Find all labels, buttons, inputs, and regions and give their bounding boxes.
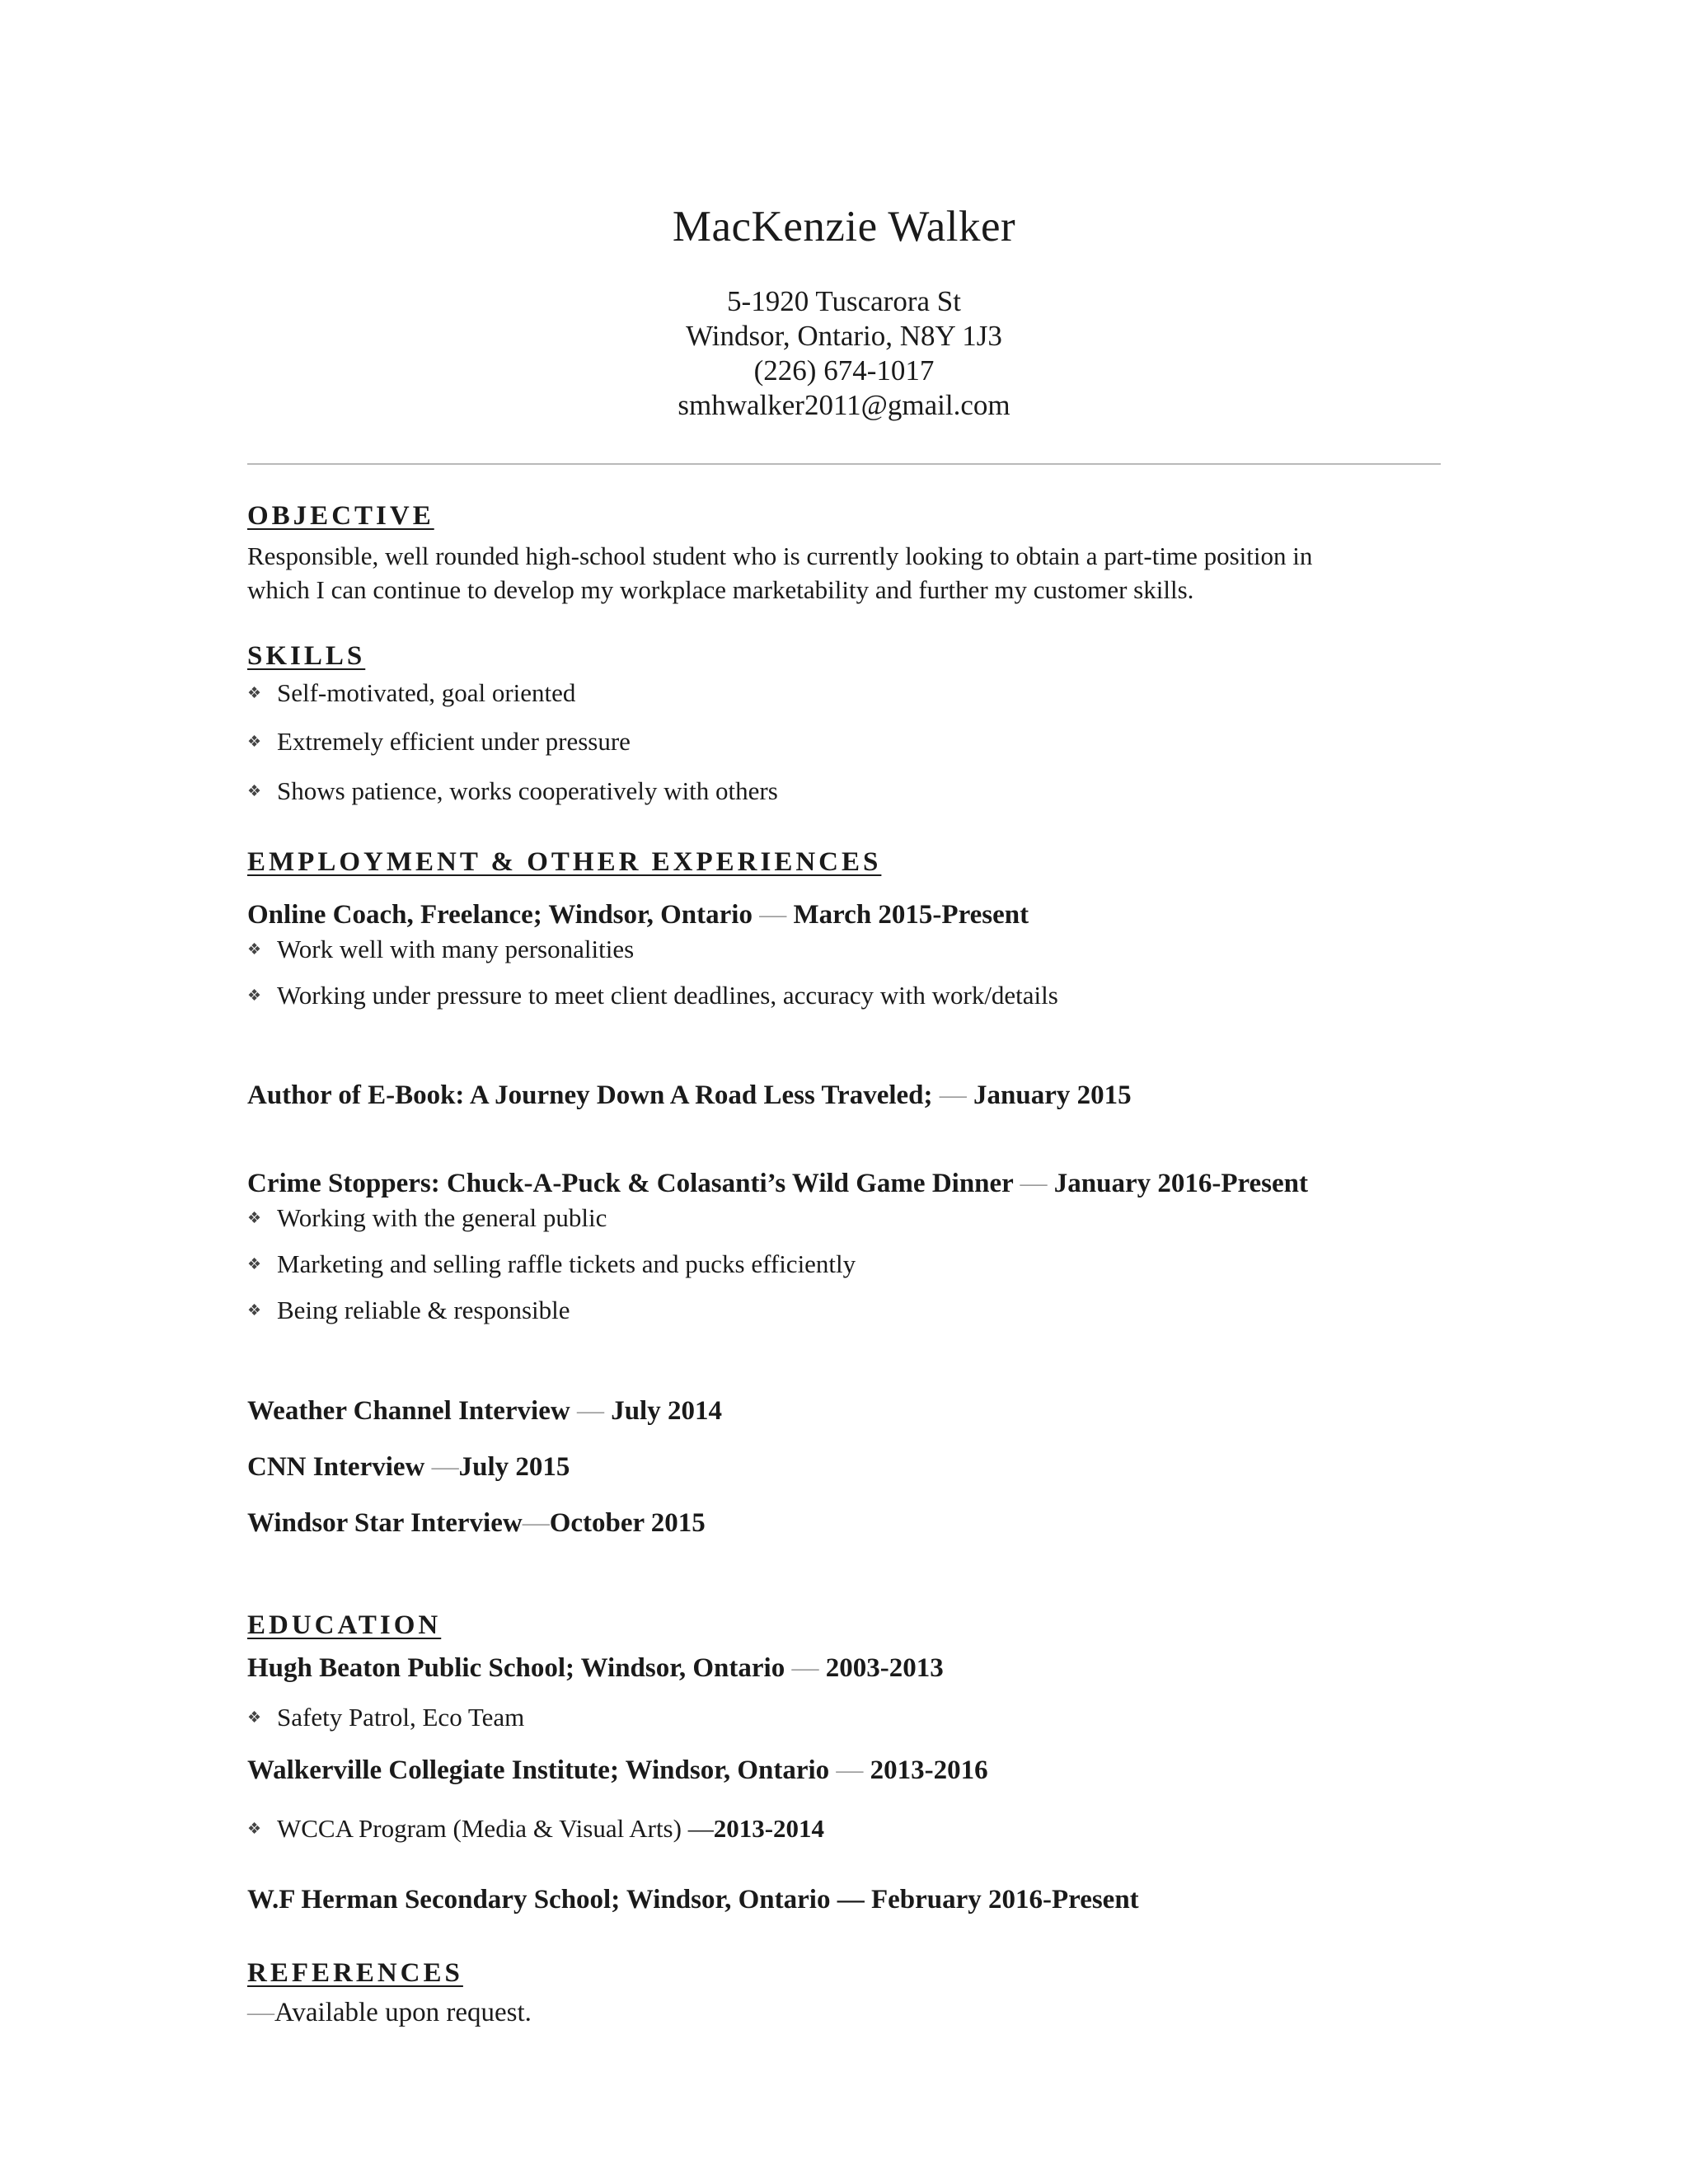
bullet-icon: ❖	[247, 1210, 262, 1227]
interview-date: July 2015	[458, 1452, 570, 1482]
interview-entry: Windsor Star Interview—October 2015	[247, 1508, 706, 1538]
bullet-icon: ❖	[247, 733, 262, 751]
interview-title: Windsor Star Interview	[247, 1508, 523, 1538]
job-duty-text: Being reliable & responsible	[277, 1296, 570, 1324]
interview-date: July 2014	[611, 1396, 722, 1426]
job-date: March 2015-Present	[793, 900, 1029, 930]
school-date: February 2016-Present	[870, 1885, 1139, 1915]
job-duty-item	[247, 1249, 856, 1279]
job-duty-text: Work well with many personalities	[277, 935, 635, 963]
bullet-icon: ❖	[247, 941, 262, 958]
contact-block	[0, 284, 1688, 423]
bullet-icon: ❖	[247, 1256, 262, 1273]
interview-date: October 2015	[549, 1508, 706, 1538]
school-activity-item	[247, 1703, 524, 1732]
objective-line: Responsible, well rounded high-school student who is currently looking to obtain a part-time position in	[247, 541, 1313, 570]
job-duty-item	[247, 935, 634, 964]
school-entry: W.F Herman Secondary School; Windsor, Ontario — February 2016-Present	[247, 1885, 1139, 1915]
job-title-text: Online Coach, Freelance; Windsor, Ontario	[247, 900, 753, 930]
job-duty-item	[247, 1296, 570, 1325]
phone-number: (226) 674-1017	[753, 354, 935, 387]
bullet-icon: ❖	[247, 1302, 262, 1319]
bullet-icon: ❖	[247, 685, 262, 702]
job-date: January 2015	[973, 1080, 1132, 1110]
school-name: Hugh Beaton Public School; Windsor, Ontario	[247, 1653, 785, 1683]
job-title: Crime Stoppers: Chuck-A-Puck & Colasanti’s Wild Game Dinner — January 2016-Present	[247, 1169, 1309, 1198]
bullet-icon: ❖	[247, 1709, 262, 1727]
education-heading: EDUCATION	[247, 1610, 442, 1640]
skill-item	[247, 678, 575, 708]
email-address: smhwalker2011@gmail.com	[678, 389, 1010, 421]
job-duty-text: Working with the general public	[277, 1203, 607, 1232]
references-heading: REFERENCES	[247, 1958, 463, 1988]
address-line-1: 5-1920 Tuscarora St	[727, 285, 961, 317]
interview-entry: CNN Interview —July 2015	[247, 1452, 570, 1482]
job-duty-text: Marketing and selling raffle tickets and pucks efficiently	[277, 1249, 856, 1278]
skill-item	[247, 727, 631, 757]
skill-text: Self-motivated, goal oriented	[277, 678, 576, 707]
school-name: W.F Herman Secondary School; Windsor, Ontario	[247, 1885, 831, 1915]
school-name: Walkerville Collegiate Institute; Windsor, Ontario	[247, 1755, 830, 1785]
address-line-2: Windsor, Ontario, N8Y 1J3	[686, 320, 1002, 352]
interview-entry: Weather Channel Interview — July 2014	[247, 1396, 722, 1426]
job-date: January 2016-Present	[1053, 1169, 1309, 1198]
references-note: Available upon request.	[274, 1998, 532, 2027]
job-duty-text: Working under pressure to meet client deadlines, accuracy with work/details	[277, 981, 1058, 1010]
job-duty-item	[247, 981, 1058, 1010]
objective-line: which I can continue to develop my workplace marketability and further my customer skills.	[247, 575, 1194, 604]
candidate-name: MacKenzie Walker	[672, 203, 1016, 251]
school-activity-text: Safety Patrol, Eco Team	[277, 1703, 525, 1732]
job-title: Online Coach, Freelance; Windsor, Ontario — March 2015-Present	[247, 900, 1029, 930]
bullet-icon: ❖	[247, 1821, 262, 1838]
school-date: 2003-2013	[825, 1653, 944, 1683]
school-entry: Hugh Beaton Public School; Windsor, Ontario — 2003-2013	[247, 1653, 944, 1683]
interview-title: Weather Channel Interview	[247, 1396, 570, 1426]
skills-heading: SKILLS	[247, 641, 366, 671]
references-text: —Available upon request.	[247, 1998, 532, 2027]
objective-heading: OBJECTIVE	[247, 501, 434, 531]
skill-item	[247, 776, 778, 806]
skill-text: Extremely efficient under pressure	[277, 727, 631, 756]
skill-text: Shows patience, works cooperatively with others	[277, 776, 778, 805]
interview-title: CNN Interview	[247, 1452, 425, 1482]
employment-heading: EMPLOYMENT & OTHER EXPERIENCES	[247, 847, 882, 877]
header-divider	[247, 463, 1441, 465]
bullet-icon: ❖	[247, 783, 262, 800]
job-duty-item	[247, 1203, 607, 1233]
objective-text	[247, 539, 1312, 607]
job-title-text: Author of E-Book: A Journey Down A Road Less Traveled;	[247, 1080, 933, 1110]
bullet-icon: ❖	[247, 987, 262, 1005]
school-entry: Walkerville Collegiate Institute; Windsor, Ontario — 2013-2016	[247, 1755, 988, 1785]
job-title-text: Crime Stoppers: Chuck-A-Puck & Colasanti’s Wild Game Dinner	[247, 1169, 1014, 1198]
job-title: Author of E-Book: A Journey Down A Road Less Traveled; — January 2015	[247, 1080, 1132, 1110]
school-date: 2013-2016	[870, 1755, 988, 1785]
school-activity-item: ❖ WCCA Program (Media & Visual Arts) —2013-2014	[247, 1814, 825, 1843]
school-activity-text: WCCA Program (Media & Visual Arts)	[277, 1814, 682, 1843]
school-activity-date: 2013-2014	[713, 1814, 825, 1843]
